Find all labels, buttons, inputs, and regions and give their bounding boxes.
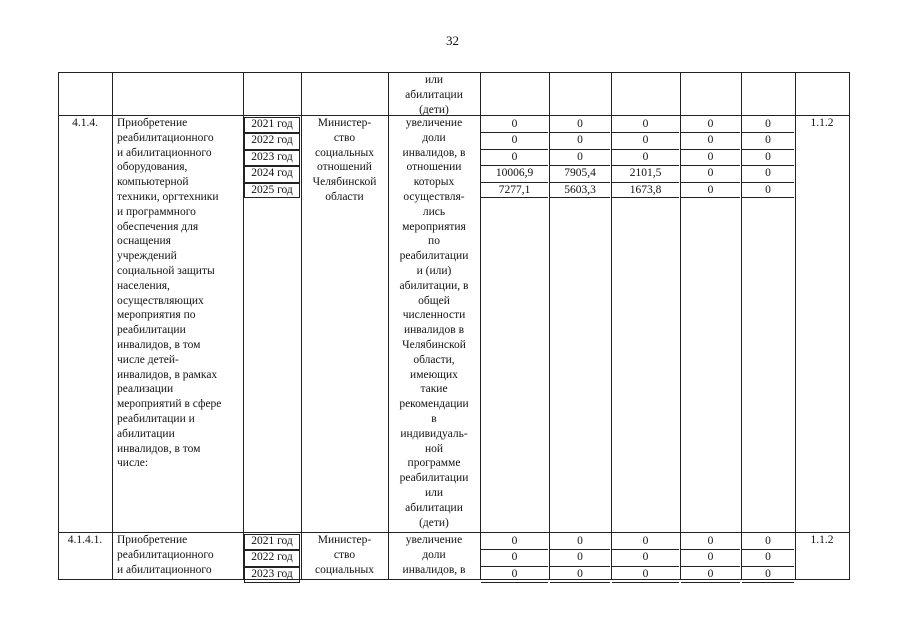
measure-name (117, 533, 239, 577)
value-cell: 0 (707, 551, 714, 563)
value-cell: 0 (765, 134, 771, 146)
column-border (795, 72, 796, 579)
text-line: лись (422, 205, 446, 218)
year-cell: 2023 год (251, 568, 293, 580)
text-line: Челябинской (402, 338, 466, 351)
year-cell: 2022 год (251, 134, 293, 146)
text-line: рекомендации (399, 398, 469, 411)
header-fragment (388, 73, 480, 117)
value-cell: 0 (765, 535, 771, 547)
text-line: компьютерной (117, 176, 189, 189)
value-cell: 0 (642, 151, 649, 163)
value-cell: 0 (707, 184, 714, 196)
text-line: реализации (117, 383, 174, 396)
text-line: индивидуаль- (400, 427, 468, 440)
value-cell: 7905,4 (564, 167, 596, 179)
text-line: отношении (406, 161, 462, 174)
value-cell: 0 (707, 167, 714, 179)
value-cell: 0 (707, 134, 714, 146)
text-line: области (325, 190, 364, 203)
text-line: мероприятий в сфере (117, 398, 222, 411)
value-cell: 1673,8 (629, 184, 662, 196)
value-cell: 5603,3 (564, 184, 596, 196)
text-line: ство (333, 548, 356, 561)
value-cell: 0 (765, 551, 771, 563)
text-line: численности (402, 309, 466, 322)
text-line: или (424, 74, 444, 86)
year-cell: 2024 год (251, 167, 293, 179)
executor (301, 116, 388, 205)
value-cell: 0 (577, 118, 583, 130)
value-cell: 0 (642, 551, 649, 563)
text-line: инвалидов, в том (117, 338, 201, 351)
value-cell: 0 (511, 151, 518, 163)
value-cell: 10006,9 (495, 167, 534, 179)
page-number: 32 (446, 33, 459, 48)
indicator (388, 116, 480, 530)
text-line: Челябинской (312, 176, 377, 189)
value-cell: 0 (577, 551, 583, 563)
text-line: абилитации (405, 88, 463, 101)
text-line: программе (407, 457, 461, 470)
year-cell: 2021 год (251, 535, 293, 547)
text-line: ство (333, 131, 356, 144)
value-cell: 0 (577, 151, 583, 163)
text-line: техники, оргтехники (117, 190, 219, 203)
target-link: 1.1.2 (810, 534, 834, 546)
value-cell: 0 (707, 568, 714, 580)
year-cell: 2022 год (251, 551, 293, 563)
text-line: социальной защиты (117, 264, 215, 277)
year-cell: 2023 год (251, 151, 293, 163)
value-cell: 0 (765, 151, 771, 163)
text-line: (дети) (419, 516, 449, 529)
column-border (112, 72, 113, 579)
text-line: реабилитационного (117, 548, 214, 561)
value-cell: 0 (765, 118, 771, 130)
text-line: инвалидов, в (402, 563, 466, 576)
text-line: отношений (317, 161, 372, 174)
text-line: обеспечения для (117, 220, 199, 233)
text-line: реабилитации и (117, 412, 195, 425)
text-line: в (431, 412, 437, 425)
text-line: инвалидов, в (402, 146, 466, 159)
text-line: которых (413, 176, 455, 189)
text-line: инвалидов в (403, 324, 465, 337)
text-line: инвалидов, в рамках (117, 368, 218, 381)
value-cell: 7277,1 (498, 184, 531, 196)
text-line: оборудования, (117, 161, 188, 174)
text-line: мероприятия (402, 220, 466, 233)
text-line: увеличение (405, 117, 463, 129)
text-line: Приобретение (117, 534, 188, 546)
column-border (58, 72, 59, 579)
value-cell: 0 (642, 134, 649, 146)
text-line: ной (424, 442, 444, 455)
value-cell: 0 (577, 535, 583, 547)
value-cell: 0 (765, 184, 771, 196)
text-line: реабилитационного (117, 131, 214, 144)
text-line: Министер- (317, 117, 372, 129)
value-cell: 0 (511, 134, 518, 146)
text-line: и абилитационного (117, 563, 212, 576)
text-line: социальных (315, 146, 374, 159)
text-line: абилитации (405, 501, 463, 514)
value-cell: 0 (707, 118, 714, 130)
text-line: и абилитационного (117, 146, 212, 159)
value-cell: 0 (642, 535, 649, 547)
value-cell: 0 (765, 568, 771, 580)
text-line: доли (422, 131, 446, 144)
text-line: числе: (117, 457, 149, 470)
executor (301, 533, 388, 577)
value-cell: 0 (707, 151, 714, 163)
text-line: осуществляющих (117, 294, 204, 307)
year-cell: 2021 год (251, 118, 293, 130)
text-line: области, (413, 353, 455, 366)
text-line: абилитации (117, 427, 175, 440)
text-line: общей (418, 294, 450, 307)
text-line: по (428, 235, 440, 248)
value-cell: 0 (511, 568, 518, 580)
text-line: имеющих (410, 368, 458, 381)
value-cell: 2101,5 (629, 167, 662, 179)
text-line: осуществля- (403, 190, 465, 203)
text-line: реабилитации (117, 324, 186, 337)
year-cell: 2025 год (251, 184, 293, 196)
value-cell: 0 (765, 167, 771, 179)
value-cell: 0 (577, 134, 583, 146)
text-line: реабилитации (399, 250, 469, 263)
text-line: (дети) (419, 103, 449, 116)
text-line: оснащения (117, 235, 171, 248)
column-border (849, 72, 850, 579)
text-line: реабилитации (399, 472, 469, 485)
value-cell: 0 (642, 118, 649, 130)
value-cell: 0 (511, 535, 518, 547)
text-line: Приобретение (117, 117, 188, 129)
value-cell: 0 (642, 568, 649, 580)
text-line: такие (420, 383, 448, 396)
value-cell: 0 (511, 118, 518, 130)
text-line: увеличение (405, 534, 463, 546)
row-code: 4.1.4. (72, 117, 98, 129)
text-line: мероприятия по (117, 309, 196, 322)
text-line: или (424, 486, 444, 499)
target-link: 1.1.2 (810, 117, 834, 129)
text-line: числе детей- (117, 353, 179, 366)
indicator (388, 533, 480, 577)
text-line: учреждений (117, 250, 177, 263)
value-cell: 0 (707, 535, 714, 547)
text-line: доли (422, 548, 446, 561)
value-cell: 0 (511, 551, 518, 563)
text-line: и (или) (416, 264, 452, 277)
text-line: и программного (117, 205, 196, 218)
text-line: абилитации, в (399, 279, 469, 292)
text-line: населения, (117, 279, 170, 292)
measure-name (117, 116, 239, 471)
row-code: 4.1.4.1. (67, 534, 103, 546)
value-cell: 0 (577, 568, 583, 580)
text-line: социальных (315, 563, 374, 576)
text-line: Министер- (317, 534, 372, 546)
text-line: инвалидов, в том (117, 442, 201, 455)
